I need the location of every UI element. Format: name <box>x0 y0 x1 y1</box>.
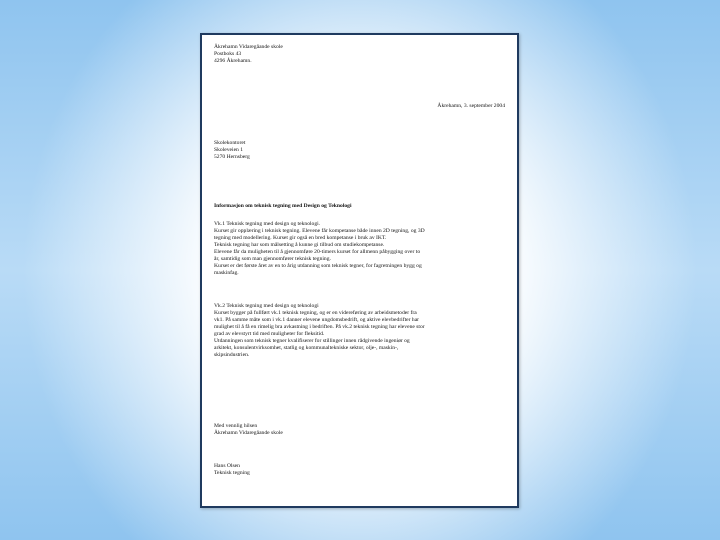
letter-date: Åkrehamn, 3. september 2004 <box>437 103 505 109</box>
closing <box>214 423 510 437</box>
sender-address <box>214 44 510 65</box>
section-vk2-line: mulighet til å få en rimelig bra avkastning i bedriften. På vk.2 teknisk tegning har elevene stor <box>214 324 425 330</box>
section-vk2-line: skipsindustrien. <box>214 352 250 358</box>
recipient-street: Skoleveien 1 <box>214 147 244 153</box>
recipient-name: Skolekontoret <box>214 140 246 146</box>
section-vk2-line: arkitekt, konsulentvirksomhet, statlig og kommunaltekniske sektor, olje-, maskin-, <box>214 345 399 351</box>
section-vk2-heading: Vk.2 Teknisk tegning med design og teknologi <box>214 303 319 309</box>
section-vk1-heading: Vk.1 Teknisk tegning med design og teknologi. <box>214 221 321 227</box>
sender-postbox: Postboks 43 <box>214 51 242 57</box>
section-vk2-line: Kurset bygger på fullført vk.1 teknisk tegning, og er en videreføring av arbeidsmetoder fra <box>214 310 417 316</box>
section-vk1-line: år, samtidig som man gjennomfører teknisk tegning. <box>214 256 331 262</box>
section-vk1-line: tegning med modellering. Kurset gir også en bred kompetanse i bruk av IKT. <box>214 235 387 241</box>
section-vk2-line: Utdanningen som teknisk tegner kvalifiserer for stillinger innen rådgivende ingeniør og <box>214 338 410 344</box>
sender-postal: 4296 Åkrehamn. <box>214 58 252 64</box>
section-vk1 <box>214 221 510 277</box>
section-vk2-line: grad av elevstyrt tid med muligheter for fleksitid. <box>214 331 325 337</box>
sender-name: Åkrehamn Vidaregåande skole <box>214 44 283 50</box>
section-vk1-line: Elevene får da muligheten til å gjennomføre 20-timers kurset for allmenn påbygging over to <box>214 249 421 255</box>
section-vk2-line: vk1. På samme måte som i vk.1 danner elevene ungdomsbedrift, og aktive elevbedrifter har <box>214 317 420 323</box>
signature <box>214 463 510 477</box>
signature-title: Teknisk tegning <box>214 470 250 476</box>
recipient-address <box>214 140 510 161</box>
section-vk1-line: Teknisk tegning har som målsetting å kunne gi tilbud om studiekompetanse. <box>214 242 385 248</box>
recipient-postal: 5270 Hernsberg <box>214 154 250 160</box>
letter-subject: Informasjon om teknisk tegning med Design og Teknologi <box>214 203 352 209</box>
section-vk2 <box>214 303 510 359</box>
closing-school: Åkrehamn Vidaregåande skole <box>214 430 283 436</box>
closing-greeting: Med vennlig hilsen <box>214 423 258 429</box>
section-vk1-line: Kurset er det første året av en to årig utdanning som teknisk tegner, for fagretningen bygg og <box>214 263 422 269</box>
section-vk1-line: maskinfag. <box>214 270 239 276</box>
letter-page <box>200 33 519 508</box>
section-vk1-line: Kurset gir opplæring i teknisk tegning. Elevene får kompetanse både innen 2D tegning, og 3D <box>214 228 425 234</box>
signature-name: Hans Olsen <box>214 463 240 469</box>
